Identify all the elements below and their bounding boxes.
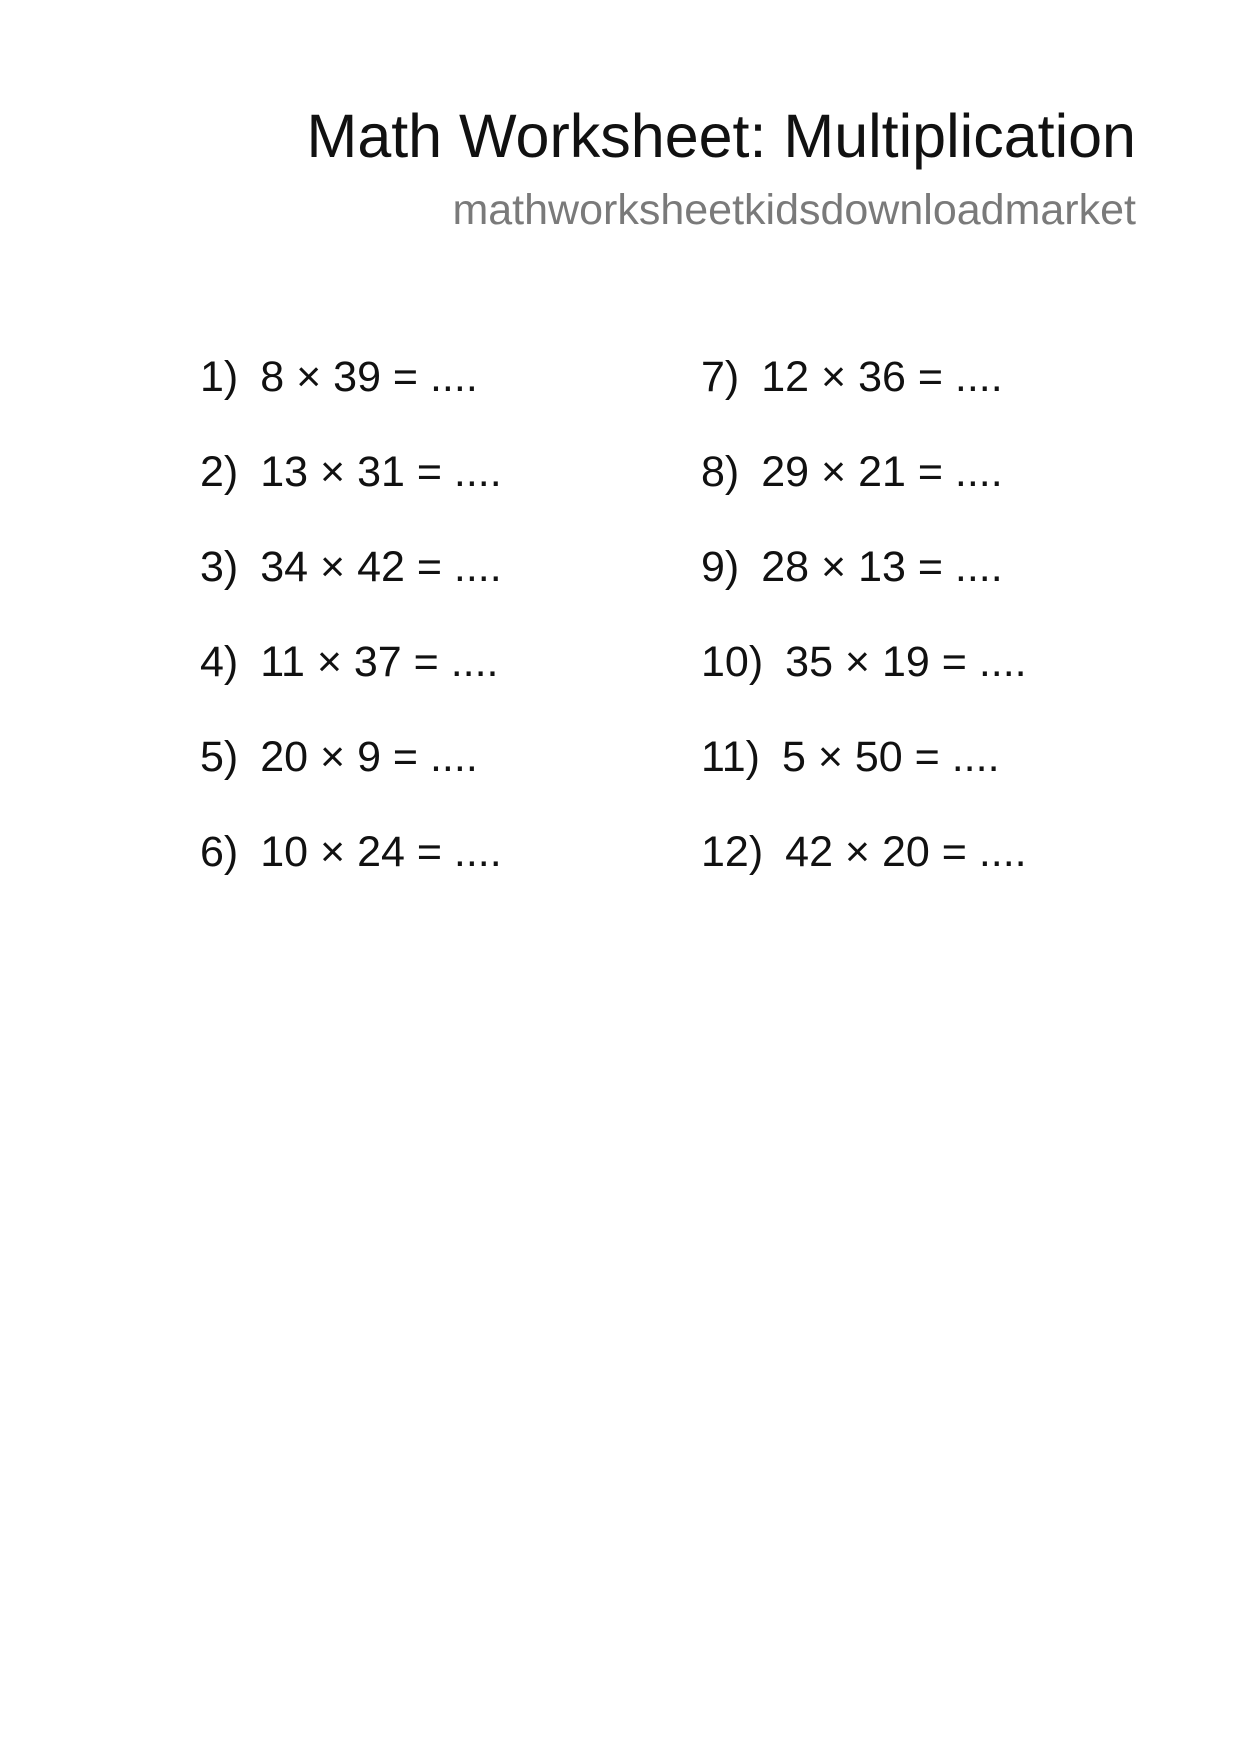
problem-expression: 28 × 13 = .... <box>761 543 1003 591</box>
problem-item <box>200 627 502 722</box>
problem-number: 4) <box>200 638 239 686</box>
problem-item <box>701 722 1027 817</box>
problem-column-left <box>200 342 502 912</box>
problem-number: 1) <box>200 353 239 401</box>
problem-list <box>0 342 1240 942</box>
problem-item <box>200 437 502 532</box>
problem-item <box>701 627 1027 722</box>
problem-item <box>200 817 502 912</box>
problem-item <box>200 342 502 437</box>
problem-item <box>200 532 502 627</box>
problem-number: 9) <box>701 543 740 591</box>
problem-number: 12) <box>701 828 764 876</box>
problem-number: 6) <box>200 828 239 876</box>
problem-number: 5) <box>200 733 239 781</box>
problem-expression: 20 × 9 = .... <box>260 733 478 781</box>
problem-expression: 29 × 21 = .... <box>761 448 1003 496</box>
problem-expression: 12 × 36 = .... <box>761 353 1003 401</box>
problem-number: 7) <box>701 353 740 401</box>
problem-expression: 10 × 24 = .... <box>260 828 502 876</box>
problem-number: 11) <box>701 733 760 781</box>
problem-expression: 8 × 39 = .... <box>260 353 478 401</box>
problem-item <box>200 722 502 817</box>
problem-expression: 11 × 37 = .... <box>260 638 499 686</box>
problem-item <box>701 817 1027 912</box>
problem-expression: 34 × 42 = .... <box>260 543 502 591</box>
problem-number: 8) <box>701 448 740 496</box>
problem-column-right <box>701 342 1027 912</box>
worksheet-header <box>307 96 1137 240</box>
problem-item <box>701 532 1027 627</box>
problem-number: 10) <box>701 638 764 686</box>
problem-item <box>701 437 1027 532</box>
problem-expression: 42 × 20 = .... <box>785 828 1027 876</box>
problem-item <box>701 342 1027 437</box>
page-title: Math Worksheet: Multiplication <box>306 102 1136 170</box>
problem-expression: 13 × 31 = .... <box>260 448 502 496</box>
page-subtitle: mathworksheetkidsdownloadmarket <box>452 186 1136 234</box>
problem-expression: 5 × 50 = .... <box>781 733 1000 781</box>
problem-number: 2) <box>200 448 239 496</box>
problem-number: 3) <box>200 543 239 591</box>
problem-expression: 35 × 19 = .... <box>785 638 1027 686</box>
